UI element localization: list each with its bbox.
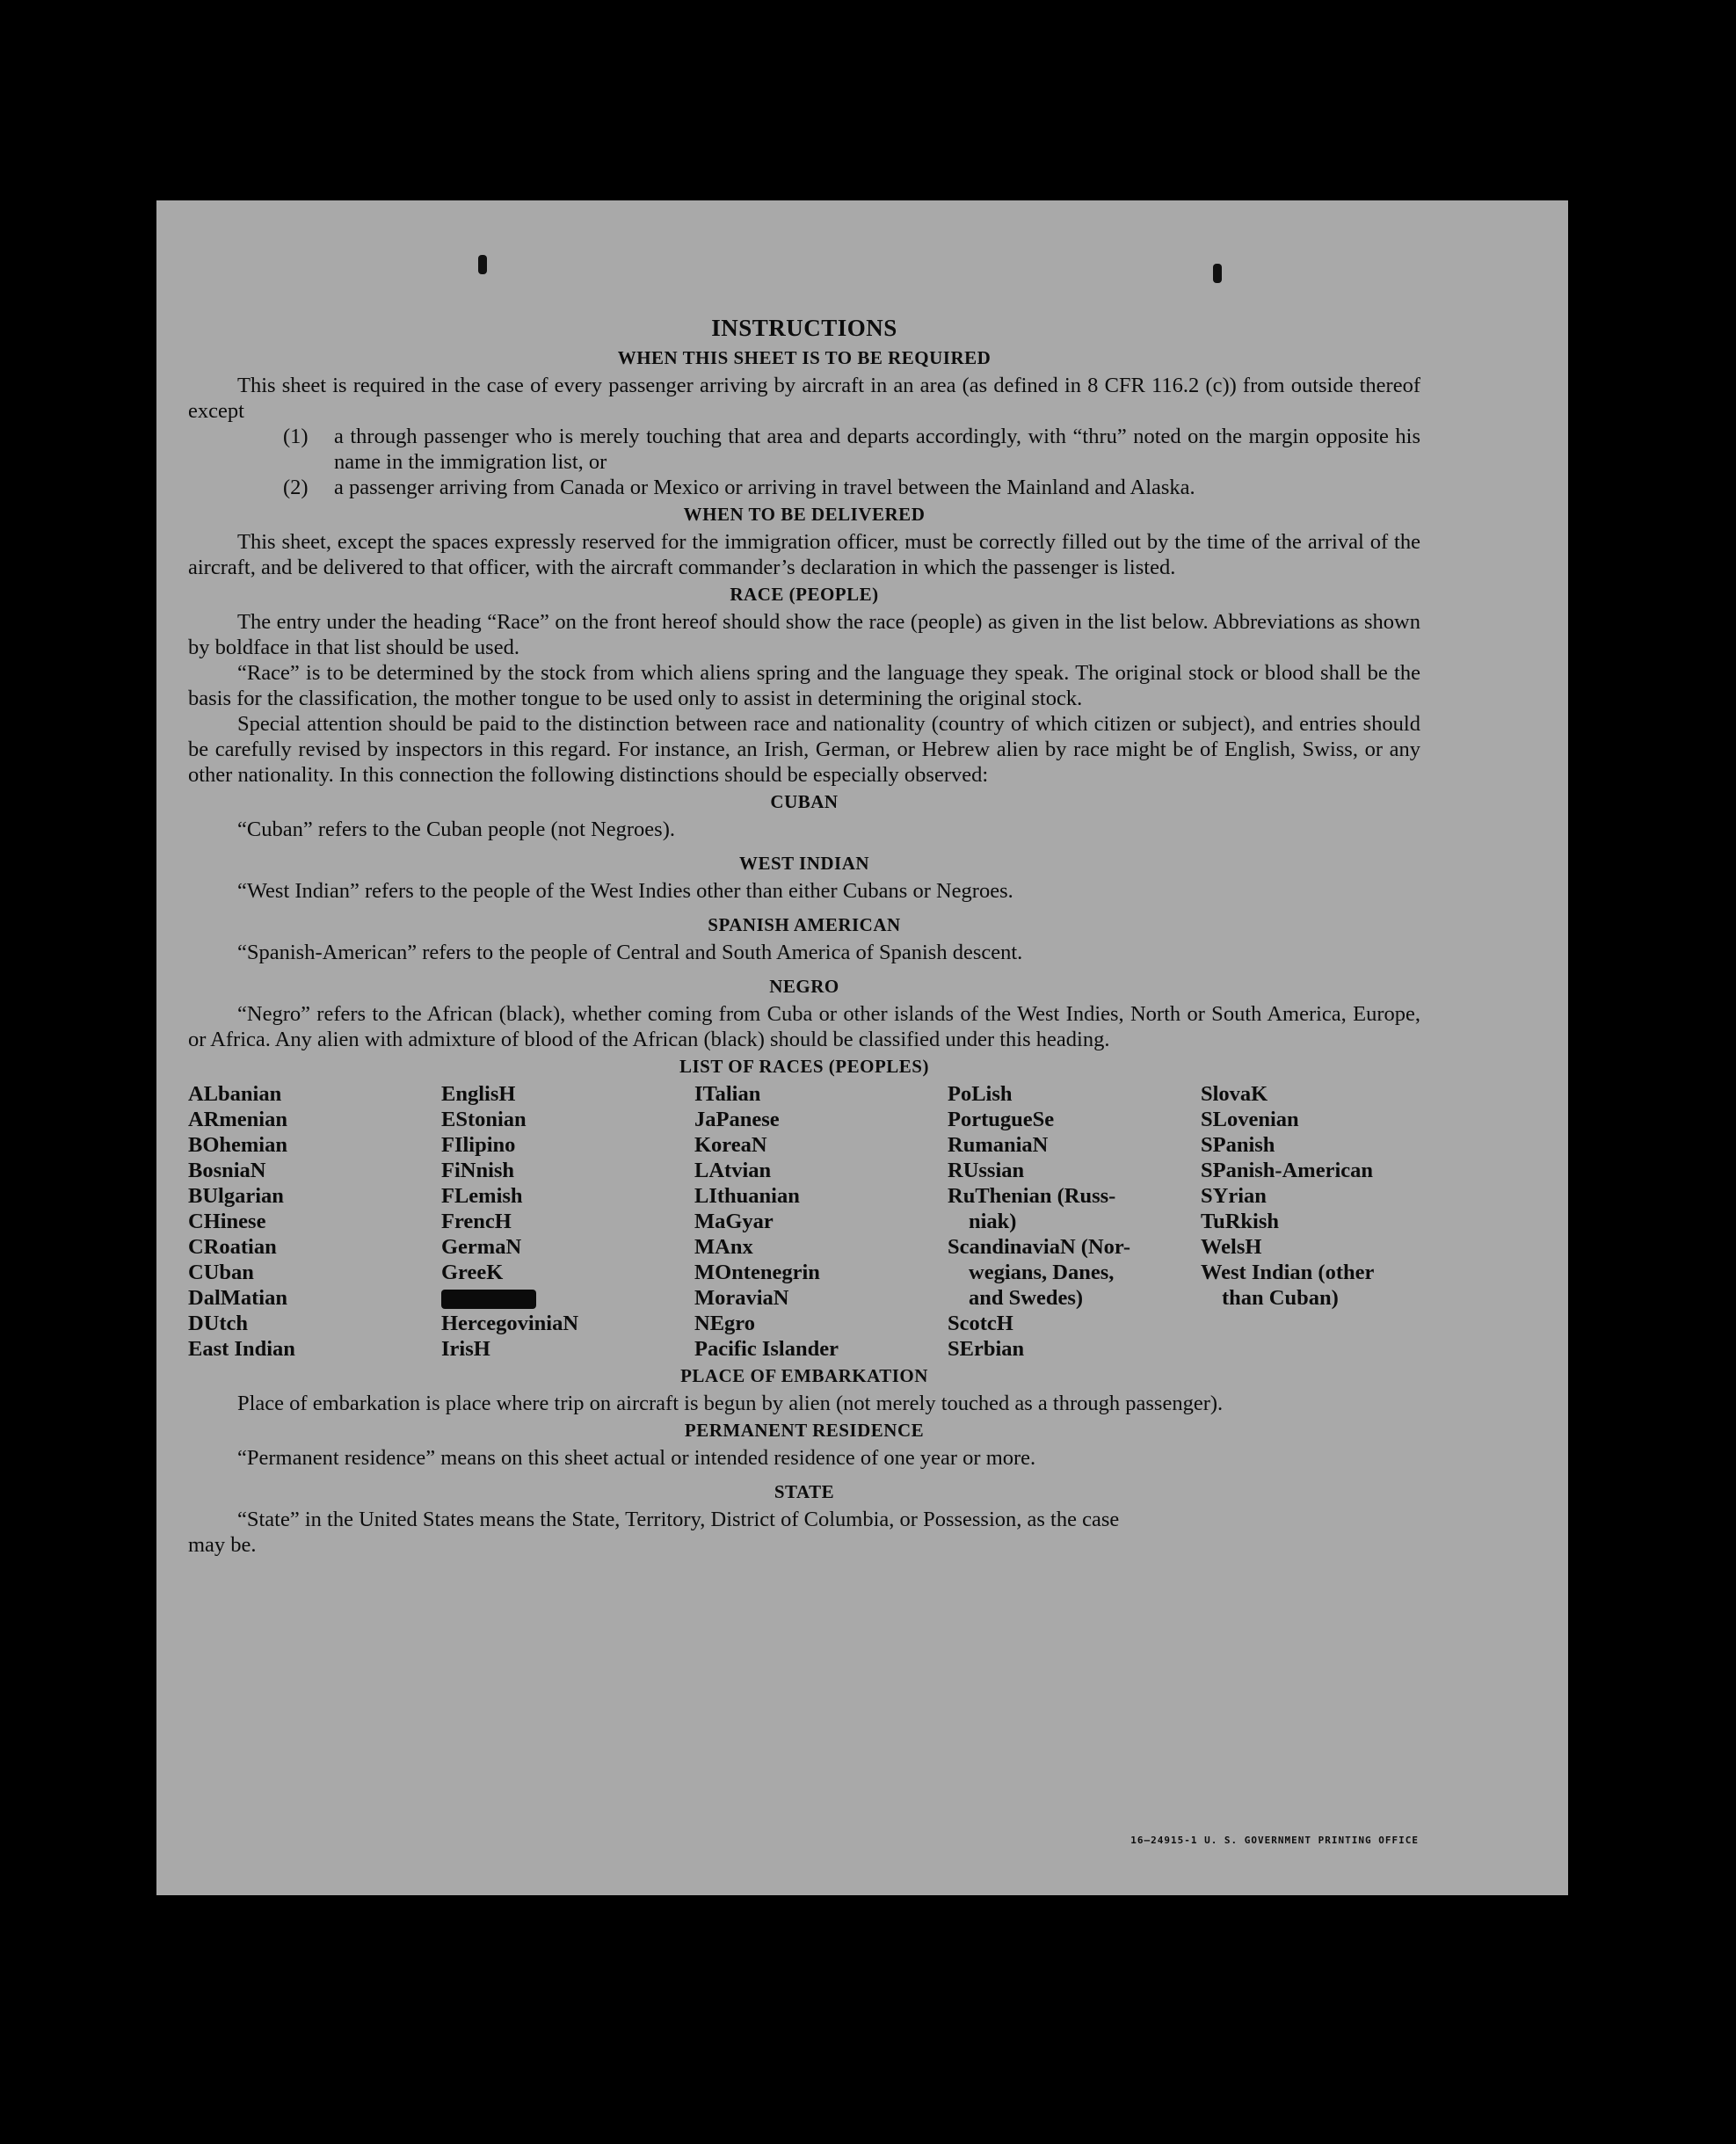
races-column-5: [1201, 1081, 1420, 1362]
race-entry: DalMatian: [188, 1286, 287, 1310]
race-entry: LIthuanian: [694, 1184, 800, 1208]
heading-state: STATE: [774, 1481, 835, 1502]
race-entry: BosniaN: [188, 1159, 266, 1182]
page-title: INSTRUCTIONS: [711, 315, 897, 341]
race-paragraph-3: Special attention should be paid to the distinction between race and nationality (country of which citizen or subject), and entries should be carefully revised by inspectors in this regard. For instance, an Irish, German, or Hebrew alien by race might be of English, Swiss, or any other nationality. In this connection the following distinctions should be especially observed:: [188, 712, 1420, 787]
exception-item: [283, 424, 1420, 475]
race-entry: RuThenian (Russ-: [948, 1184, 1116, 1208]
race-entry: BUlgarian: [188, 1184, 284, 1208]
race-entry: FIlipino: [441, 1133, 516, 1157]
exception-text: a through passenger who is merely touching that area and departs accordingly, with “thru” noted on the margin opposite his name in the immigration list, or: [334, 425, 1420, 474]
race-entry: FiNnish: [441, 1159, 515, 1182]
redacted-entry: [441, 1285, 694, 1311]
races-column-2: [441, 1081, 694, 1362]
printing-office-code: 16—24915-1 U. S. GOVERNMENT PRINTING OFFICE: [1130, 1835, 1419, 1846]
instruction-sheet: [156, 200, 1568, 1895]
heading-cuban: CUBAN: [770, 791, 839, 812]
race-entry: MOntenegrin: [694, 1261, 820, 1284]
exception-item: [283, 475, 1420, 500]
race-entry: SPanish-American: [1201, 1159, 1373, 1182]
heading-spanish-american: SPANISH AMERICAN: [708, 914, 901, 935]
negro-text: “Negro” refers to the African (black), whether coming from Cuba or other islands of the West Indies, North or South America, Europe, or Africa. Any alien with admixture of blood of the African (black) should be classified under this heading.: [188, 1002, 1420, 1051]
race-entry: PortugueSe: [948, 1108, 1055, 1131]
race-entry-continued: and Swedes): [969, 1286, 1084, 1310]
race-entry: FLemish: [441, 1184, 523, 1208]
race-entry: DUtch: [188, 1312, 249, 1335]
exception-text: a passenger arriving from Canada or Mexico or arriving in travel between the Mainland and Alaska.: [334, 476, 1195, 499]
race-entry: GermaN: [441, 1235, 522, 1259]
heading-west-indian: WEST INDIAN: [738, 853, 870, 874]
race-entry-continued: than Cuban): [1222, 1286, 1339, 1310]
race-entry: JaPanese: [694, 1108, 780, 1131]
race-entry: FrencH: [441, 1210, 512, 1233]
race-entry: MoraviaN: [694, 1286, 789, 1310]
race-entry: CRoatian: [188, 1235, 277, 1259]
race-entry: West Indian (other: [1201, 1261, 1375, 1284]
race-entry: SlovaK: [1201, 1082, 1268, 1106]
residence-text: “Permanent residence” means on this sheet actual or intended residence of one year or more.: [237, 1446, 1036, 1470]
redaction-mark: [441, 1290, 536, 1309]
race-entry: ITalian: [694, 1082, 761, 1106]
race-entry: RUssian: [948, 1159, 1025, 1182]
race-entry: SLovenian: [1201, 1108, 1299, 1131]
race-entry: PoLish: [948, 1082, 1013, 1106]
race-paragraph-2: “Race” is to be determined by the stock from which aliens spring and the language they speak. The original stock or blood shall be the basis for the classification, the mother tongue to be used only to assist in determining the original stock.: [188, 661, 1420, 710]
race-entry: WelsH: [1201, 1235, 1262, 1259]
race-paragraph-1: The entry under the heading “Race” on the front hereof should show the race (people) as given in the list below. Abbreviations as shown by boldface in that list should be used.: [188, 610, 1420, 659]
race-entry: ScotcH: [948, 1312, 1013, 1335]
embarkation-text: Place of embarkation is place where trip on aircraft is begun by alien (not merely touched as a through passenger).: [237, 1392, 1224, 1415]
when-delivered-text: This sheet, except the spaces expressly reserved for the immigration officer, must be correctly filled out by the time of the arrival of the aircraft, and be delivered to that officer, with the aircraft commander’s declaration in which the passenger is listed.: [188, 530, 1420, 579]
when-required-intro: This sheet is required in the case of every passenger arriving by aircraft in an area (as defined in 8 CFR 116.2 (c)) from outside thereof except: [188, 374, 1420, 423]
race-entry: CUban: [188, 1261, 254, 1284]
races-column-1: [188, 1081, 441, 1362]
heading-when-required: WHEN THIS SHEET IS TO BE REQUIRED: [617, 347, 991, 368]
punch-hole-right: [1213, 264, 1222, 283]
race-entry: EStonian: [441, 1108, 527, 1131]
state-text-end: may be.: [188, 1533, 257, 1557]
race-entry: ARmenian: [188, 1108, 287, 1131]
race-entry: SPanish: [1201, 1133, 1275, 1157]
races-column-3: [694, 1081, 948, 1362]
race-entry: IrisH: [441, 1337, 490, 1361]
west-indian-text: “West Indian” refers to the people of the West Indies other than either Cubans or Negroes.: [237, 879, 1013, 903]
race-entry: KoreaN: [694, 1133, 767, 1157]
race-entry: HercegoviniaN: [441, 1312, 579, 1335]
race-entry: BOhemian: [188, 1133, 287, 1157]
spanish-american-text: “Spanish-American” refers to the people of Central and South America of Spanish descent.: [237, 941, 1023, 964]
races-list: [188, 1081, 1420, 1362]
punch-hole-left: [478, 255, 487, 274]
race-entry: CHinese: [188, 1210, 266, 1233]
heading-permanent-residence: PERMANENT RESIDENCE: [684, 1420, 925, 1441]
heading-race: RACE (PEOPLE): [730, 584, 879, 605]
race-entry: TuRkish: [1201, 1210, 1280, 1233]
exception-number: (2): [283, 476, 309, 499]
exception-number: (1): [283, 425, 309, 448]
race-entry: Pacific Islander: [694, 1337, 839, 1361]
state-text: “State” in the United States means the State, Territory, District of Columbia, or Possession, as the case: [237, 1508, 1120, 1531]
heading-embarkation: PLACE OF EMBARKATION: [680, 1365, 928, 1386]
race-entry: MaGyar: [694, 1210, 774, 1233]
race-entry: ALbanian: [188, 1082, 282, 1106]
race-entry: SErbian: [948, 1337, 1025, 1361]
race-entry: ScandinaviaN (Nor-: [948, 1235, 1131, 1259]
heading-list-of-races: LIST OF RACES (PEOPLES): [679, 1056, 929, 1077]
race-entry-continued: niak): [969, 1210, 1017, 1233]
race-entry: GreeK: [441, 1261, 504, 1284]
race-entry: SYrian: [1201, 1184, 1267, 1208]
race-entry: East Indian: [188, 1337, 295, 1361]
heading-when-delivered: WHEN TO BE DELIVERED: [683, 504, 926, 525]
race-entry: MAnx: [694, 1235, 753, 1259]
race-entry: EnglisH: [441, 1082, 516, 1106]
heading-negro: NEGRO: [769, 976, 839, 997]
race-entry: LAtvian: [694, 1159, 772, 1182]
race-entry: RumaniaN: [948, 1133, 1049, 1157]
race-entry-continued: wegians, Danes,: [969, 1261, 1115, 1284]
cuban-text: “Cuban” refers to the Cuban people (not Negroes).: [237, 818, 675, 841]
races-column-4: [948, 1081, 1201, 1362]
race-entry: NEgro: [694, 1312, 755, 1335]
